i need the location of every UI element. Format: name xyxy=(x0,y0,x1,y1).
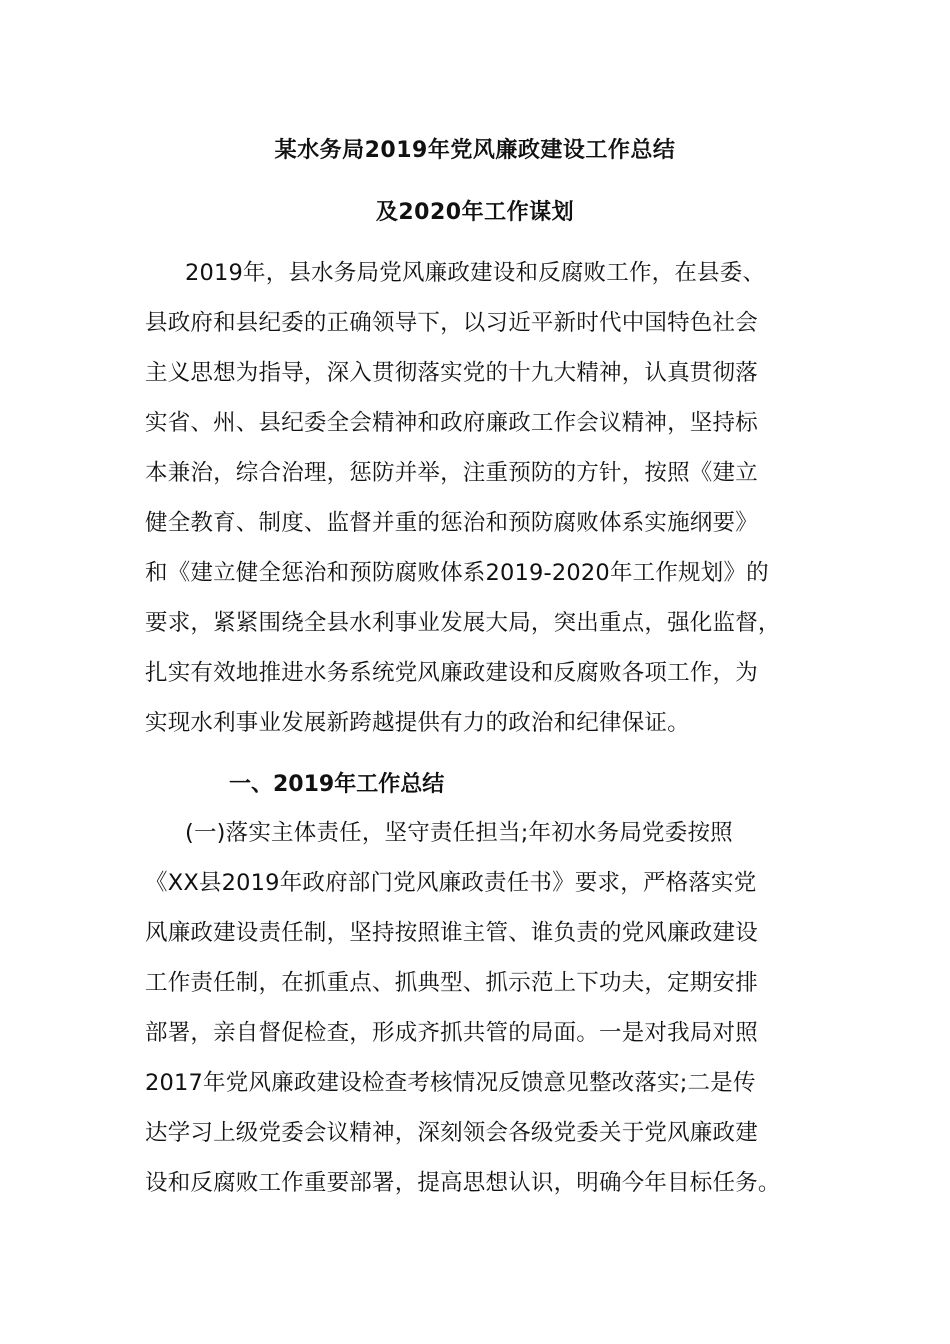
section-paragraph-line: 2017年党风廉政建设检查考核情况反馈意见整改落实;二是传 xyxy=(145,1070,756,1096)
intro-paragraph-line: 扎实有效地推进水务系统党风廉政建设和反腐败各项工作，为 xyxy=(145,660,758,686)
intro-paragraph-line: 实现水利事业发展新跨越提供有力的政治和纪律保证。 xyxy=(145,710,690,736)
section-paragraph-line: 《XX县2019年政府部门党风廉政责任书》要求，严格落实党 xyxy=(145,870,757,896)
intro-paragraph-line: 县政府和县纪委的正确领导下，以习近平新时代中国特色社会 xyxy=(145,310,758,336)
section-paragraph-line: 工作责任制，在抓重点、抓典型、抓示范上下功夫，定期安排 xyxy=(145,970,758,996)
document-title-line-2: 及2020年工作谋划 xyxy=(375,200,575,225)
section-paragraph-line: 达学习上级党委会议精神，深刻领会各级党委关于党风廉政建 xyxy=(145,1120,758,1146)
section-heading: 一、2019年工作总结 xyxy=(229,772,445,797)
intro-paragraph-line: 要求，紧紧围绕全县水利事业发展大局，突出重点，强化监督， xyxy=(145,610,781,636)
section-paragraph-line: 设和反腐败工作重要部署，提高思想认识，明确今年目标任务。 xyxy=(145,1170,781,1196)
intro-paragraph-line: 和《建立健全惩治和预防腐败体系2019-2020年工作规划》的 xyxy=(145,560,769,586)
intro-paragraph-line: 本兼治，综合治理，惩防并举，注重预防的方针，按照《建立 xyxy=(145,460,758,486)
intro-paragraph-line: 2019年，县水务局党风廉政建设和反腐败工作，在县委、 xyxy=(185,260,766,286)
section-paragraph-line: (一)落实主体责任，坚守责任担当;年初水务局党委按照 xyxy=(185,820,733,846)
intro-paragraph-line: 主义思想为指导，深入贯彻落实党的十九大精神，认真贯彻落 xyxy=(145,360,758,386)
document-title-line-1: 某水务局2019年党风廉政建设工作总结 xyxy=(274,138,676,163)
section-paragraph-line: 风廉政建设责任制，坚持按照谁主管、谁负责的党风廉政建设 xyxy=(145,920,758,946)
intro-paragraph-line: 健全教育、制度、监督并重的惩治和预防腐败体系实施纲要》 xyxy=(145,510,758,536)
section-paragraph-line: 部署，亲自督促检查，形成齐抓共管的局面。一是对我局对照 xyxy=(145,1020,758,1046)
intro-paragraph-line: 实省、州、县纪委全会精神和政府廉政工作会议精神，坚持标 xyxy=(145,410,758,436)
